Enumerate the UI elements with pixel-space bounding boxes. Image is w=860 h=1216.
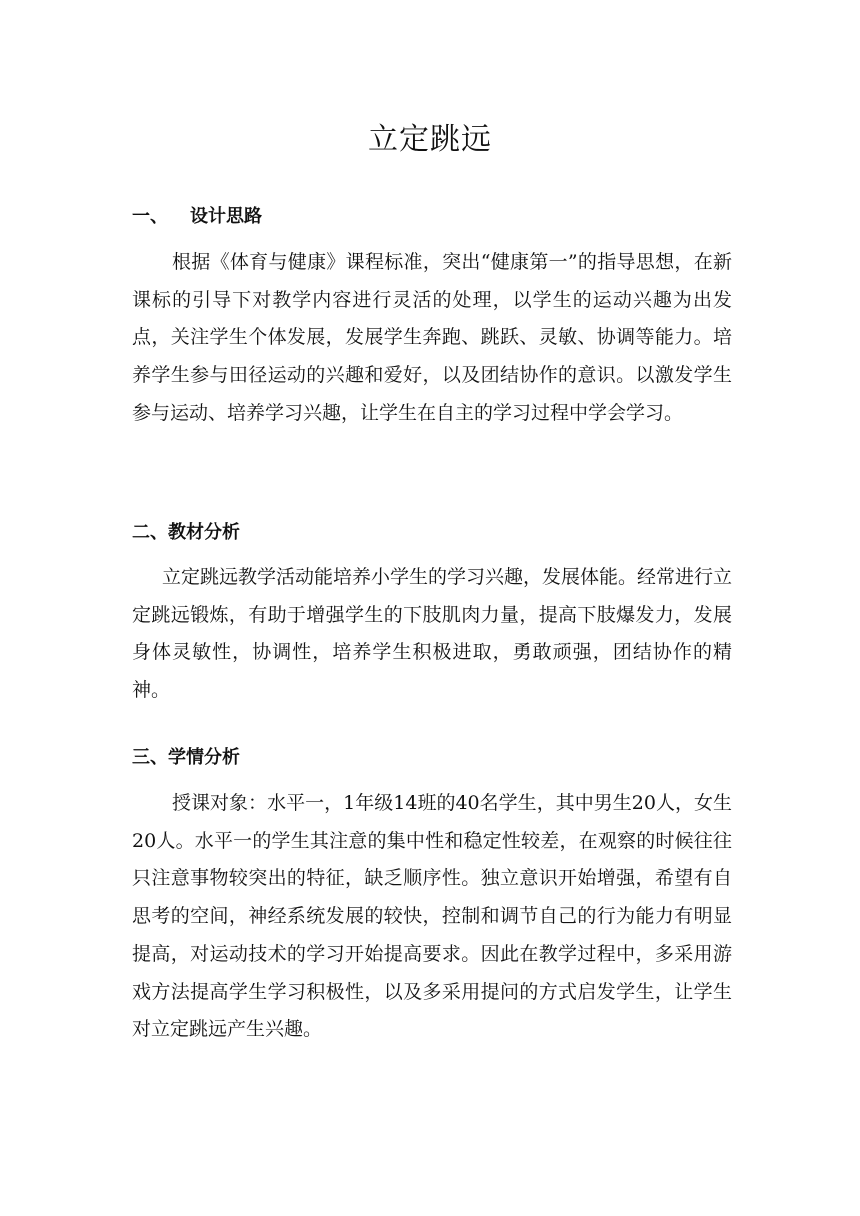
- section-title: 设计思路: [190, 206, 262, 227]
- section-body-design: 根据《体育与健康》课程标准，突出“健康第一”的指导思想，在新课标的引导下对教学内容进行灵活的处理，以学生的运动兴趣为出发点，关注学生个体发展，发展学生奔跑、跳跃、灵敏、协调等能力。培养学生参与田径运动的兴趣和爱好，以及团结协作的意识。以激发学生参与运动、培养学习兴趣，让学生在自主的学习过程中学会学习。: [132, 251, 732, 424]
- section-number: 一、: [132, 206, 168, 227]
- section-heading-material: [132, 519, 240, 547]
- section-title: 教材分析: [168, 522, 240, 543]
- section-title: 学情分析: [168, 747, 240, 768]
- document-title: 立定跳远: [368, 122, 492, 157]
- section-body-students: 授课对象：水平一，1年级14班的40名学生，其中男生20人，女生20人。水平一的学生其注意的集中性和稳定性较差，在观察的时候往往只注意事物较突出的特征，缺乏顺序性。独立意识开始增强，希望有自思考的空间，神经系统发展的较快，控制和调节自己的行为能力有明显提高，对运动技术的学习开始提高要求。因此在教学过程中，多采用游戏方法提高学生学习积极性，以及多采用提问的方式启发学生，让学生对立定跳远产生兴趣。: [132, 792, 732, 1041]
- section-number: 三、: [132, 747, 168, 768]
- section-heading-design: [132, 203, 262, 231]
- section-body-material: 立定跳远教学活动能培养小学生的学习兴趣，发展体能。经常进行立定跳远锻炼，有助于增强学生的下肢肌肉力量，提高下肢爆发力，发展身体灵敏性，协调性，培养学生积极进取，勇敢顽强，团结协作的精神。: [132, 566, 733, 702]
- section-heading-students: [132, 744, 240, 772]
- section-number: 二、: [132, 522, 168, 543]
